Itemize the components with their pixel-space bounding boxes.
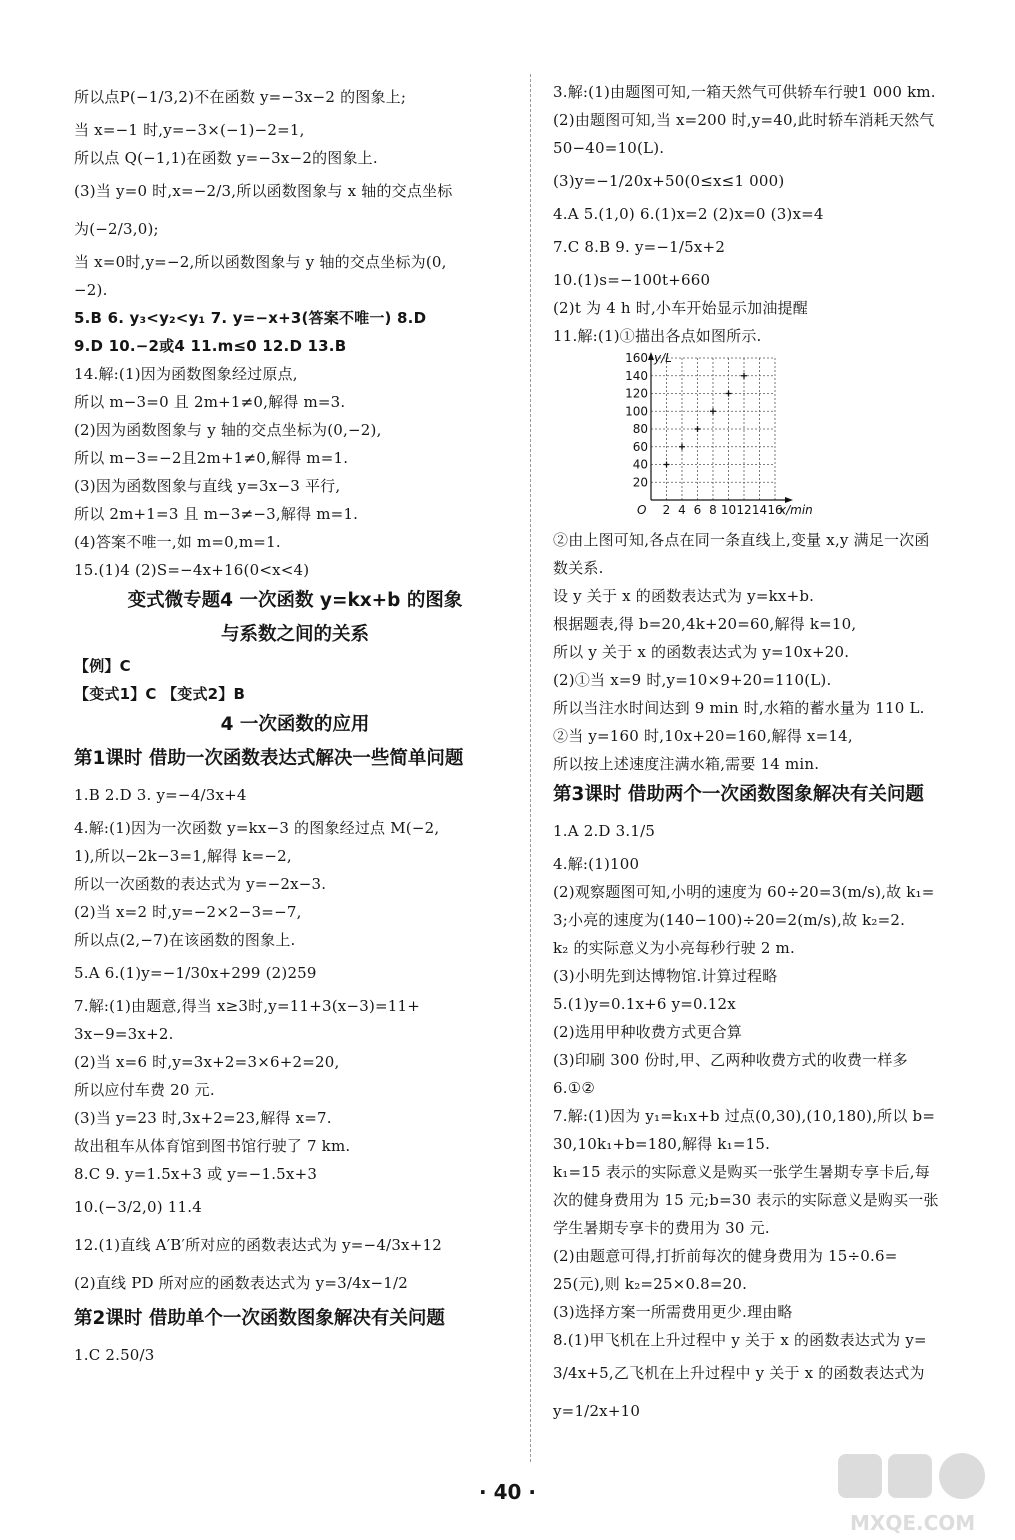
scatter-chart	[617, 350, 999, 526]
answer-line: 9.D 10.−2或4 11.m≤0 12.D 13.B	[74, 337, 347, 355]
answer-line: 10.(−3/2,0) 11.4	[74, 1198, 202, 1216]
answer-line: 7.解:(1)由题意,得当 x≥3时,y=11+3(x−3)=11+	[74, 997, 421, 1015]
y-axis-label: y/L	[654, 351, 672, 365]
answer-line: 所以点(2,−7)在该函数的图象上.	[74, 931, 296, 949]
answer-line: 15.(1)4 (2)S=−4x+16(0<x<4)	[74, 561, 310, 579]
answer-line: 【例】C	[74, 657, 131, 675]
answer-line: 5.B 6. y₃<y₂<y₁ 7. y=−x+3(答案不唯一) 8.D	[74, 309, 427, 327]
answer-line: 4.A 5.(1,0) 6.(1)x=2 (2)x=0 (3)x=4	[553, 205, 824, 223]
answer-line: 5.(1)y=0.1x+6 y=0.12x	[553, 995, 736, 1013]
y-tick-label: 160	[625, 351, 648, 365]
answer-line: (2)①当 x=9 时,y=10×9+20=110(L).	[553, 671, 832, 689]
answer-line: (4)答案不唯一,如 m=0,m=1.	[74, 533, 281, 551]
answer-line: 11.解:(1)①描出各点如图所示.	[553, 327, 762, 345]
answer-line: (3)印刷 300 份时,甲、乙两种收费方式的收费一样多	[553, 1051, 908, 1069]
answer-line: 【变式1】C 【变式2】B	[74, 685, 246, 703]
x-tick-label: 12	[736, 503, 752, 517]
section-heading: 第3课时 借助两个一次函数图象解决有关问题	[553, 784, 924, 805]
answer-line: y=1/2x+10	[553, 1402, 641, 1420]
answer-line: 所以 m−3=−2且2m+1≠0,解得 m=1.	[74, 449, 349, 467]
answer-line: (3)选择方案一所需费用更少.理由略	[553, 1303, 793, 1321]
answer-line: (2)当 x=6 时,y=3x+2=3×6+2=20,	[74, 1053, 340, 1071]
x-tick-label: 6	[693, 503, 702, 517]
column-divider	[530, 74, 531, 1462]
answer-line: 1.C 2.50/3	[74, 1346, 155, 1364]
answer-line: 数关系.	[553, 559, 604, 577]
answer-line: 当 x=−1 时,y=−3×(−1)−2=1,	[74, 121, 305, 139]
answer-line: 1.B 2.D 3. y=−4/3x+4	[74, 786, 247, 804]
answer-line: (3)y=−1/20x+50(0≤x≤1 000)	[553, 172, 785, 190]
answer-line: 所以一次函数的表达式为 y=−2x−3.	[74, 875, 327, 893]
answer-line: 7.C 8.B 9. y=−1/5x+2	[553, 238, 726, 256]
y-tick-label: 80	[632, 422, 648, 436]
answer-line: 3.解:(1)由题图可知,一箱天然气可供轿车行驶1 000 km.	[553, 83, 936, 101]
answer-line: (3)当 y=0 时,x=−2/3,所以函数图象与 x 轴的交点坐标	[74, 182, 453, 200]
y-tick-label: 120	[625, 386, 648, 401]
answer-line: 7.解:(1)因为 y₁=k₁x+b 过点(0,30),(10,180),所以 b=	[553, 1107, 936, 1125]
answer-line: (3)当 y=23 时,3x+2=23,解得 x=7.	[74, 1109, 332, 1127]
svg-text:MXQE.COM: MXQE.COM	[850, 1511, 976, 1535]
answer-line: 3x−9=3x+2.	[74, 1025, 174, 1043]
answer-line: k₁=15 表示的实际意义是购买一张学生暑期专享卡后,每	[553, 1163, 930, 1181]
answer-line: 50−40=10(L).	[553, 139, 665, 157]
answer-line: 所以点P(−1/3,2)不在函数 y=−3x−2 的图象上;	[74, 88, 407, 106]
answer-line: (2)由题意可得,打折前每次的健身费用为 15÷0.6=	[553, 1247, 898, 1265]
answer-line: 8.(1)甲飞机在上升过程中 y 关于 x 的函数表达式为 y=	[553, 1331, 927, 1349]
answer-line: 1),所以−2k−3=1,解得 k=−2,	[74, 847, 292, 865]
origin-label: O	[637, 503, 647, 517]
answer-line: (2)因为函数图象与 y 轴的交点坐标为(0,−2),	[74, 421, 382, 439]
page-number: · 40 ·	[479, 1480, 536, 1504]
y-tick-label: 40	[632, 457, 648, 472]
x-tick-label: 14	[751, 503, 768, 517]
y-tick-label: 60	[632, 439, 648, 454]
answer-line: 设 y 关于 x 的函数表达式为 y=kx+b.	[553, 587, 815, 605]
answer-line: 30,10k₁+b=180,解得 k₁=15.	[553, 1135, 771, 1153]
watermark-logo	[830, 1450, 1005, 1536]
section-heading: 第1课时 借助一次函数表达式解决一些简单问题	[74, 748, 464, 769]
answer-line: 8.C 9. y=1.5x+3 或 y=−1.5x+3	[74, 1165, 318, 1183]
left-column	[74, 78, 516, 1374]
answer-line: 12.(1)直线 A′B′所对应的函数表达式为 y=−4/3x+12	[74, 1236, 442, 1254]
section-heading: 第2课时 借助单个一次函数图象解决有关问题	[74, 1308, 445, 1329]
answer-line: 所以 2m+1=3 且 m−3≠−3,解得 m=1.	[74, 505, 359, 523]
x-tick-label: 8	[709, 503, 717, 517]
answer-line: ②当 y=160 时,10x+20=160,解得 x=14,	[553, 727, 853, 745]
answer-line: 所以点 Q(−1,1)在函数 y=−3x−2的图象上.	[74, 149, 378, 167]
answer-line: (2)由题图可知,当 x=200 时,y=40,此时轿车消耗天然气	[553, 111, 935, 129]
answer-line: 学生暑期专享卡的费用为 30 元.	[553, 1219, 770, 1237]
answer-line: 所以应付车费 20 元.	[74, 1081, 215, 1099]
x-tick-label: 4	[678, 503, 686, 517]
x-tick-label: 2	[662, 503, 671, 517]
answer-line: (3)小明先到达博物馆.计算过程略	[553, 967, 778, 985]
answer-line: 所以当注水时间达到 9 min 时,水箱的蓄水量为 110 L.	[553, 699, 925, 717]
answer-line: 当 x=0时,y=−2,所以函数图象与 y 轴的交点坐标为(0,	[74, 253, 447, 271]
chart-svg	[617, 350, 847, 526]
answer-line: 所以按上述速度注满水箱,需要 14 min.	[553, 755, 820, 773]
answer-line: 10.(1)s=−100t+660	[553, 271, 711, 289]
answer-line: (2)直线 PD 所对应的函数表达式为 y=3/4x−1/2	[74, 1274, 409, 1292]
answer-line: 4.解:(1)因为一次函数 y=kx−3 的图象经过点 M(−2,	[74, 819, 440, 837]
answer-line: 1.A 2.D 3.1/5	[553, 822, 656, 840]
answer-line: 所以 m−3=0 且 2m+1≠0,解得 m=3.	[74, 393, 346, 411]
x-axis-label: x/min	[779, 503, 813, 517]
answer-line: (2)选用甲种收费方式更合算	[553, 1023, 743, 1041]
right-column-top	[553, 78, 999, 350]
y-tick-label: 140	[625, 368, 648, 383]
answer-line: 所以 y 关于 x 的函数表达式为 y=10x+20.	[553, 643, 850, 661]
section-heading: 4 一次函数的应用	[220, 714, 370, 735]
answer-line: 3/4x+5,乙飞机在上升过程中 y 关于 x 的函数表达式为	[553, 1364, 925, 1382]
x-tick-label: 10	[720, 503, 737, 517]
answer-line: (3)因为函数图象与直线 y=3x−3 平行,	[74, 477, 341, 495]
answer-line: −2).	[74, 281, 108, 299]
answer-line: 25(元),则 k₂=25×0.8=20.	[553, 1275, 748, 1293]
answer-line: 故出租车从体育馆到图书馆行驶了 7 km.	[74, 1137, 351, 1155]
answer-line: 14.解:(1)因为函数图象经过原点,	[74, 365, 298, 383]
section-heading: 与系数之间的关系	[220, 624, 369, 645]
y-tick-label: 100	[625, 404, 648, 419]
answer-line: 4.解:(1)100	[553, 855, 640, 873]
answer-line: k₂ 的实际意义为小亮每秒行驶 2 m.	[553, 939, 795, 957]
answer-line: (2)观察题图可知,小明的速度为 60÷20=3(m/s),故 k₁=	[553, 883, 935, 901]
answer-line: 次的健身费用为 15 元;b=30 表示的实际意义是购买一张	[553, 1191, 939, 1209]
answer-line: 6.①②	[553, 1079, 596, 1097]
answer-line: 3;小亮的速度为(140−100)÷20=2(m/s),故 k₂=2.	[553, 911, 906, 929]
y-tick-label: 20	[632, 475, 648, 490]
x-tick-label: 16	[767, 503, 783, 517]
answer-line: (2)当 x=2 时,y=−2×2−3=−7,	[74, 903, 302, 921]
answer-line: 为(−2/3,0);	[74, 220, 159, 238]
answer-line: ②由上图可知,各点在同一条直线上,变量 x,y 满足一次函	[553, 531, 930, 549]
section-heading: 变式微专题4 一次函数 y=kx+b 的图象	[127, 590, 463, 611]
answer-line: (2)t 为 4 h 时,小车开始显示加油提醒	[553, 299, 808, 317]
right-column-bottom	[553, 526, 999, 1430]
answer-line: 根据题表,得 b=20,4k+20=60,解得 k=10,	[553, 615, 857, 633]
right-column	[553, 78, 999, 1430]
answer-line: 5.A 6.(1)y=−1/30x+299 (2)259	[74, 964, 317, 982]
